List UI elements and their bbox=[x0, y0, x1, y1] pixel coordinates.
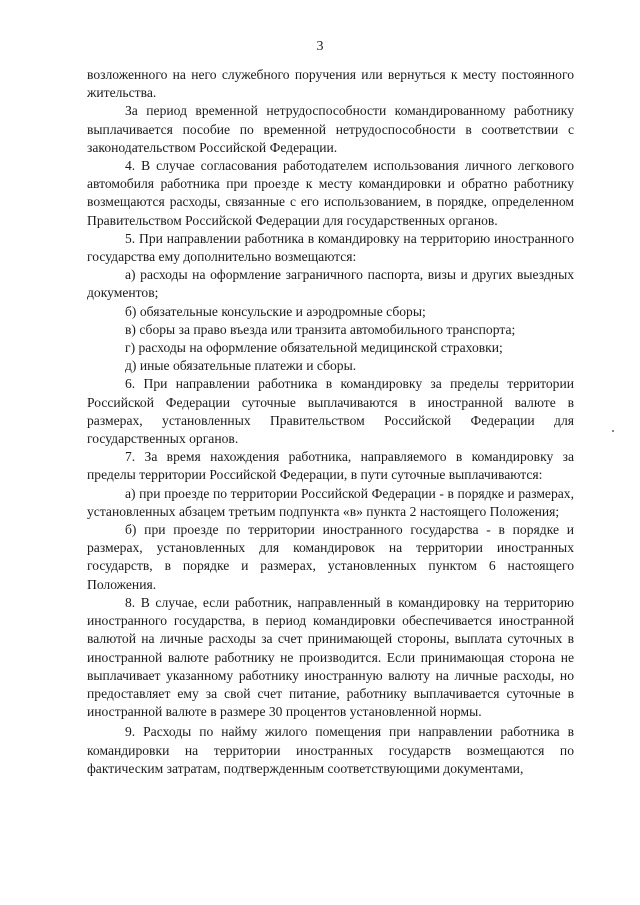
paragraph: 8. В случае, если работник, направленный в командировку на территорию иностранного государства, в период командировки обеспечивается иностранной валютой на личные расходы за счет принимающей стороны, выплата суточных в иностранной валюте работнику не производится. Если принимающая сторона не выплачивает указанному работнику иностранную валюту на личные расходы, но предоставляет ему за свой счет питание, работнику выплачивается суточные в иностранной валюте в размере 30 процентов установленной нормы. bbox=[87, 594, 574, 720]
page-number: 3 bbox=[316, 39, 324, 54]
paragraph: 7. За время нахождения работника, направляемого в командировку за пределы территории Российской Федерации, в пути суточные выплачиваются: bbox=[87, 449, 574, 483]
scan-speck bbox=[612, 430, 614, 432]
paragraph: д) иные обязательные платежи и сборы. bbox=[125, 358, 357, 374]
paragraph: 9. Расходы по найму жилого помещения при направлении работника в командировки на территории иностранных государств возмещаются по фактическим затратам, подтвержденным соответствующими документами, bbox=[87, 724, 574, 776]
paragraph: б) при проезде по территории иностранного государства - в порядке и размерах, установленных для командировок на территории иностранных государств, в порядке и размерах, установленных пунктом 6 настоящего Положения. bbox=[87, 522, 574, 592]
paragraph: 5. При направлении работника в командировку на территорию иностранного государства ему дополнительно возмещаются: bbox=[87, 230, 574, 265]
document-body bbox=[87, 66, 574, 778]
paragraph: б) обязательные консульские и аэродромные сборы; bbox=[125, 303, 426, 319]
paragraph: 6. При направлении работника в командировку за пределы территории Российской Федерации суточные выплачиваются в иностранной валюте в размерах, установленных Правительством Российской Федерации для государственных органов. bbox=[87, 376, 574, 447]
paragraph: За период временной нетрудоспособности командированному работнику выплачивается пособие по временной нетрудоспособности в соответствии с законодательством Российской Федерации. bbox=[87, 103, 574, 155]
paragraph: в) сборы за право въезда или транзита автомобильного транспорта; bbox=[125, 321, 516, 337]
paragraph: а) расходы на оформление заграничного паспорта, визы и других выездных документов; bbox=[87, 267, 574, 301]
paragraph: а) при проезде по территории Российской Федерации - в порядке и размерах, установленных абзацем третьим подпункта «в» пункта 2 настоящего Положения; bbox=[87, 485, 574, 519]
paragraph: 4. В случае согласования работодателем использования личного легкового автомобиля работника при проезде к месту командировки и обратно работнику возмещаются расходы, связанные с его использованием, в порядке, определенном Правительством Российской Федерации для государственных органов. bbox=[87, 158, 574, 228]
paragraph: возложенного на него служебного поручения или вернуться к месту постоянного жительства. bbox=[87, 67, 574, 101]
paragraph: г) расходы на оформление обязательной медицинской страховки; bbox=[125, 340, 503, 356]
